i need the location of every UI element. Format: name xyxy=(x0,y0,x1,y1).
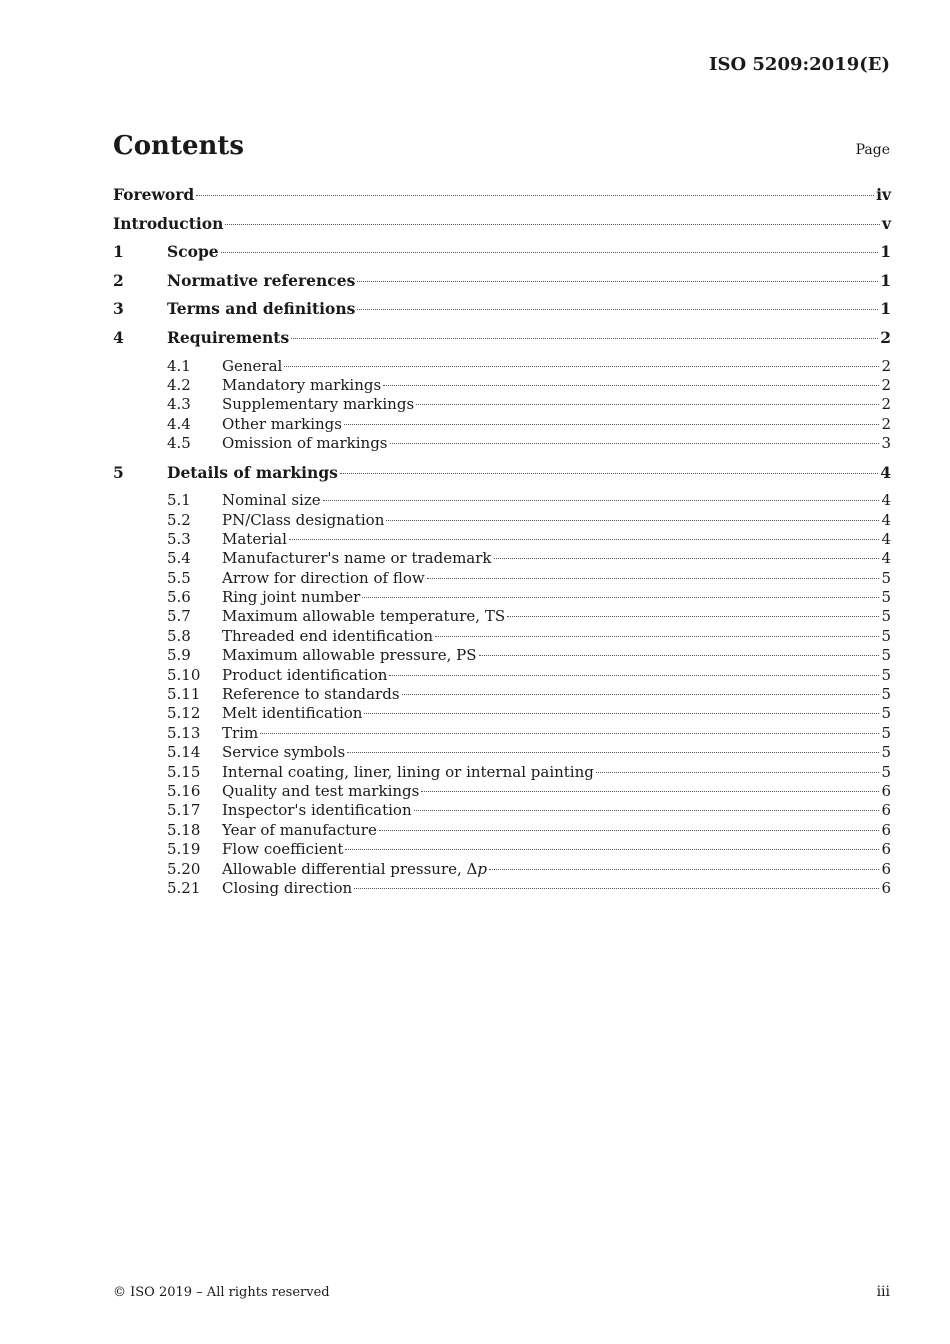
toc-entry-number: 4.5 xyxy=(167,434,191,453)
toc-entry-title: Maximum allowable temperature, TS xyxy=(222,607,506,626)
toc-entry[interactable] xyxy=(113,627,891,646)
leader-dots xyxy=(479,655,880,656)
toc-entry-number: 5.7 xyxy=(167,607,191,626)
toc-entry[interactable] xyxy=(113,666,891,685)
copyright-notice: © ISO 2019 – All rights reserved xyxy=(113,1285,330,1300)
leader-dots xyxy=(362,597,879,598)
toc-entry-page: 4 xyxy=(880,462,891,482)
toc-entry-number: 3 xyxy=(113,299,124,319)
toc-entry-number: 5.15 xyxy=(167,762,201,781)
page-number: iii xyxy=(876,1284,890,1300)
leader-dots xyxy=(427,578,880,579)
leader-dots xyxy=(416,404,879,405)
toc-entry-page: 4 xyxy=(881,491,891,510)
toc-entry[interactable] xyxy=(113,685,891,704)
toc-entry[interactable] xyxy=(113,879,891,898)
leader-dots xyxy=(344,424,879,425)
toc-entry[interactable] xyxy=(113,801,891,820)
toc-entry-page: 5 xyxy=(881,626,891,645)
toc-entry-page: 4 xyxy=(881,529,891,548)
toc-entry-number: 4.4 xyxy=(167,414,191,433)
toc-entry[interactable] xyxy=(113,724,891,743)
toc-entry-page: 1 xyxy=(880,242,891,262)
toc-entry-page: 5 xyxy=(881,743,891,762)
toc-entry-number: 5.10 xyxy=(167,665,201,684)
toc-entry-page: 4 xyxy=(881,510,891,529)
toc-entry-page: 5 xyxy=(881,665,891,684)
toc-entry-number: 5.8 xyxy=(167,626,191,645)
toc-entry[interactable] xyxy=(113,415,891,434)
toc-entry-page: 2 xyxy=(881,375,891,394)
toc-entry-page: 5 xyxy=(881,685,891,704)
toc-entry-number: 2 xyxy=(113,270,124,290)
toc-entry[interactable] xyxy=(113,704,891,723)
toc-entry[interactable] xyxy=(113,185,891,214)
toc-entry[interactable] xyxy=(113,242,891,271)
toc-entry-title: Details of markings xyxy=(167,462,338,482)
toc-entry-number: 5.5 xyxy=(167,568,191,587)
toc-entry-page: 1 xyxy=(880,270,891,290)
leader-dots xyxy=(390,443,880,444)
toc-entry-title: Normative references xyxy=(167,270,356,290)
leader-dots xyxy=(345,849,879,850)
leader-dots xyxy=(383,385,879,386)
toc-entry-title: Trim xyxy=(222,723,259,742)
leader-dots xyxy=(357,281,878,282)
toc-entry-title: Material xyxy=(222,529,287,548)
toc-entry-number: 4.1 xyxy=(167,356,191,375)
leader-dots xyxy=(196,195,874,196)
toc-entry-title: Requirements xyxy=(167,327,290,347)
leader-dots xyxy=(284,366,879,367)
toc-entry-page: 5 xyxy=(881,646,891,665)
toc-entry-number: 5.2 xyxy=(167,510,191,529)
toc-entry-page: v xyxy=(881,213,891,233)
toc-entry[interactable] xyxy=(113,588,891,607)
toc-entry-page: 6 xyxy=(881,840,891,859)
toc-entry[interactable] xyxy=(113,860,891,879)
toc-entry-title: Product identification xyxy=(222,665,388,684)
toc-entry-page: 5 xyxy=(881,568,891,587)
leader-dots xyxy=(291,338,878,339)
toc-entry-number: 5.6 xyxy=(167,588,191,607)
toc-entry-title: Scope xyxy=(167,242,219,262)
toc-entry-number: 5.9 xyxy=(167,646,191,665)
toc-entry-number: 5.12 xyxy=(167,704,201,723)
toc-entry[interactable] xyxy=(113,328,891,357)
toc-entry[interactable] xyxy=(113,357,891,376)
toc-entry-number: 1 xyxy=(113,242,124,262)
toc-entry-page: 5 xyxy=(881,607,891,626)
leader-dots xyxy=(494,558,880,559)
toc-entry-page: 2 xyxy=(880,327,891,347)
toc-entry-page: 4 xyxy=(881,549,891,568)
leader-dots xyxy=(340,473,878,474)
toc-entry[interactable] xyxy=(113,271,891,300)
leader-dots xyxy=(221,252,879,253)
toc-entry-title: Ring joint number xyxy=(222,588,361,607)
toc-entry-title: Foreword xyxy=(113,185,195,204)
toc-entry[interactable] xyxy=(113,299,891,328)
leader-dots xyxy=(225,224,880,225)
toc-entry-title: Maximum allowable pressure, PS xyxy=(222,646,477,665)
toc-entry-number: 5.17 xyxy=(167,801,201,820)
toc-entry-title: Arrow for direction of flow xyxy=(222,568,425,587)
leader-dots xyxy=(364,713,879,714)
toc-entry-title: Reference to standards xyxy=(222,685,400,704)
toc-entry[interactable] xyxy=(113,569,891,588)
leader-dots xyxy=(386,520,879,521)
toc-entry[interactable] xyxy=(113,376,891,395)
table-of-contents xyxy=(113,185,891,898)
toc-entry-number: 5.16 xyxy=(167,781,201,800)
toc-entry-title: General xyxy=(222,356,283,375)
toc-entry[interactable] xyxy=(113,511,891,530)
leader-dots xyxy=(435,636,879,637)
leader-dots xyxy=(389,675,879,676)
toc-entry[interactable] xyxy=(113,821,891,840)
toc-entry-title: Omission of markings xyxy=(222,434,388,453)
toc-entry-number: 5.18 xyxy=(167,820,201,839)
toc-entry-title: Inspector's identification xyxy=(222,801,412,820)
toc-entry-number: 4.3 xyxy=(167,395,191,414)
toc-entry-title: Service symbols xyxy=(222,743,346,762)
toc-entry-title: Threaded end identification xyxy=(222,626,434,645)
toc-entry-number: 4.2 xyxy=(167,375,191,394)
toc-entry-title: Mandatory markings xyxy=(222,375,382,394)
toc-entry-number: 5.4 xyxy=(167,549,191,568)
toc-entry-page: 5 xyxy=(881,588,891,607)
leader-dots xyxy=(507,616,879,617)
toc-entry-number: 5 xyxy=(113,462,124,482)
toc-entry[interactable] xyxy=(113,782,891,801)
toc-entry-page: 6 xyxy=(881,820,891,839)
leader-dots xyxy=(402,694,880,695)
toc-entry-number: 5.20 xyxy=(167,859,201,878)
toc-entry[interactable] xyxy=(113,491,891,510)
toc-entry[interactable] xyxy=(113,763,891,782)
toc-entry-number: 5.21 xyxy=(167,878,201,897)
toc-entry-title: Quality and test markings xyxy=(222,781,420,800)
toc-entry-page: 5 xyxy=(881,723,891,742)
toc-entry-title: Supplementary markings xyxy=(222,395,415,414)
toc-entry-title: Melt identification xyxy=(222,704,363,723)
toc-entry-title: PN/Class designation xyxy=(222,510,385,529)
toc-entry[interactable] xyxy=(113,743,891,762)
toc-entry-title: Manufacturer's name or trademark xyxy=(222,549,492,568)
toc-entry-title: Other markings xyxy=(222,414,342,433)
leader-dots xyxy=(347,752,879,753)
toc-entry-title: Year of manufacture xyxy=(222,820,377,839)
toc-entry-number: 4 xyxy=(113,327,124,347)
toc-entry-number: 5.19 xyxy=(167,840,201,859)
toc-entry-page: 1 xyxy=(880,299,891,319)
leader-dots xyxy=(596,772,880,773)
toc-entry-title: Introduction xyxy=(113,213,224,233)
toc-entry-page: 6 xyxy=(881,781,891,800)
document-id: ISO 5209:2019(E) xyxy=(709,54,890,75)
leader-dots xyxy=(357,309,878,310)
toc-entry-number: 5.1 xyxy=(167,491,191,510)
toc-entry-number: 5.13 xyxy=(167,723,201,742)
toc-entry[interactable] xyxy=(113,434,891,453)
toc-entry[interactable] xyxy=(113,549,891,568)
leader-dots xyxy=(414,810,880,811)
toc-entry[interactable] xyxy=(113,530,891,549)
toc-entry[interactable] xyxy=(113,607,891,626)
leader-dots xyxy=(289,539,880,540)
toc-entry-title: Internal coating, liner, lining or internal painting xyxy=(222,762,594,781)
toc-entry-page: 3 xyxy=(881,434,891,453)
toc-entry-title: Allowable differential pressure, Δp xyxy=(222,859,487,878)
contents-heading: Contents xyxy=(113,131,245,161)
toc-entry-page: 6 xyxy=(881,859,891,878)
toc-entry[interactable] xyxy=(113,646,891,665)
toc-entry[interactable] xyxy=(113,463,891,492)
toc-entry-title: Flow coefficient xyxy=(222,840,344,859)
toc-entry-page: 6 xyxy=(881,878,891,897)
toc-entry[interactable] xyxy=(113,395,891,414)
toc-entry[interactable] xyxy=(113,840,891,859)
toc-entry-page: 5 xyxy=(881,762,891,781)
toc-entry-page: 6 xyxy=(881,801,891,820)
leader-dots xyxy=(323,500,880,501)
leader-dots xyxy=(379,830,880,831)
page-column-label: Page xyxy=(855,142,890,158)
toc-entry-page: 2 xyxy=(881,395,891,414)
leader-dots xyxy=(489,869,879,870)
toc-entry-page: 2 xyxy=(881,356,891,375)
toc-entry-page: iv xyxy=(876,185,891,204)
leader-dots xyxy=(260,733,879,734)
toc-entry-page: 5 xyxy=(881,704,891,723)
toc-entry[interactable] xyxy=(113,214,891,243)
toc-entry-number: 5.3 xyxy=(167,529,191,548)
toc-entry-title: Terms and definitions xyxy=(167,299,356,319)
toc-entry-page: 2 xyxy=(881,414,891,433)
toc-entry-number: 5.14 xyxy=(167,743,201,762)
toc-entry-title: Nominal size xyxy=(222,491,321,510)
toc-entry-title: Closing direction xyxy=(222,878,353,897)
leader-dots xyxy=(421,791,879,792)
toc-entry-number: 5.11 xyxy=(167,685,201,704)
leader-dots xyxy=(354,888,879,889)
